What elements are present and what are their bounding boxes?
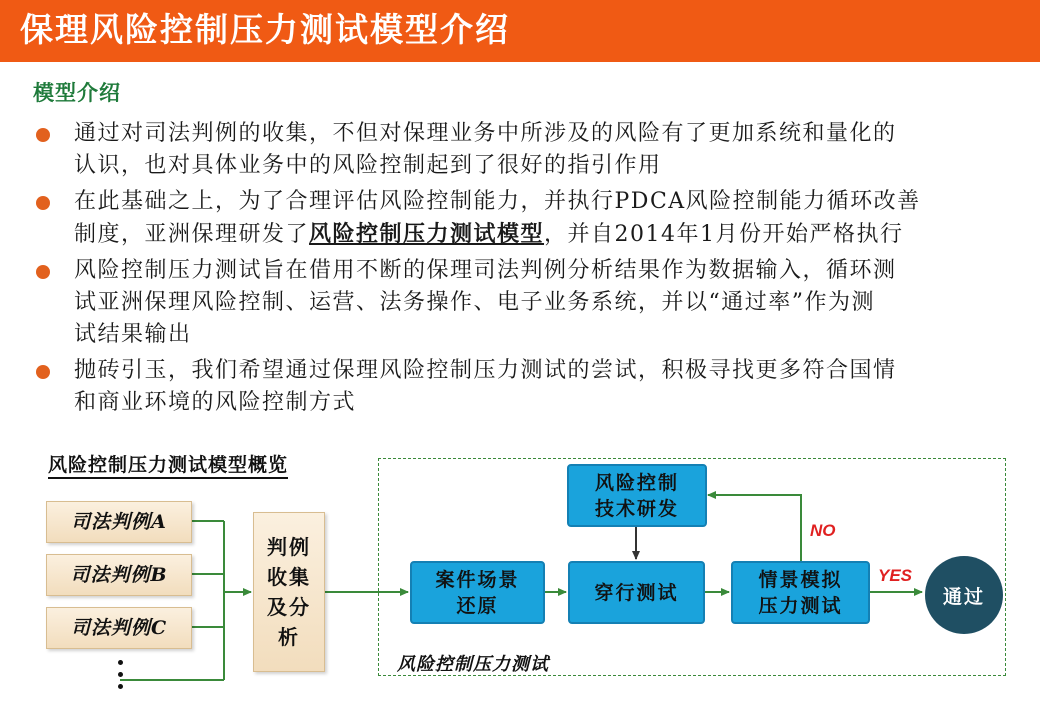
rd-box: 风险控制 技术研发 xyxy=(567,464,707,527)
collect-label: 判例 收集 及分 析 xyxy=(267,535,311,649)
case-collection-box xyxy=(253,512,325,672)
bullet-text-segment: 制度，亚洲保理研发了 xyxy=(74,222,310,247)
diagram-overview-label: 风险控制压力测试模型概览 xyxy=(48,450,288,479)
page-title: 保理风险控制压力测试模型介绍 xyxy=(20,10,510,49)
bullet-text: 通过对司法判例的收集，不但对保理业务中所涉及的风险有了更加系统和量化的 xyxy=(74,121,897,146)
no-label: NO xyxy=(810,521,836,540)
pass-circle: 通过 xyxy=(925,556,1003,634)
bullet-text-segment: ，并自2014年1月份开始严格执行 xyxy=(544,222,904,247)
section-label: 模型介绍 xyxy=(33,80,121,105)
bullet-text: 和商业环境的风险控制方式 xyxy=(74,390,357,415)
walkthrough-test-box: 穿行测试 xyxy=(568,561,705,624)
stress-test-frame-label: 风险控制压力测试 xyxy=(397,654,549,675)
bullet-text: 在此基础之上，为了合理评估风险控制能力，并执行PDCA风险控制能力循环改善 xyxy=(74,189,921,214)
bullet-text: 试亚洲保理风险控制、运营、法务操作、电子业务系统，并以“通过率”作为测 xyxy=(74,290,875,315)
case-box-a: 司法判例A xyxy=(46,501,192,543)
bullet-text: 试结果输出 xyxy=(74,322,192,347)
case-box-b: 司法判例B xyxy=(46,554,192,596)
more-cases-ellipsis-icon xyxy=(118,660,126,696)
model-name-emphasis: 风险控制压力测试模型 xyxy=(309,221,545,247)
bullet-text: 认识，也对具体业务中的风险控制起到了很好的指引作用 xyxy=(74,153,662,178)
yes-label: YES xyxy=(878,566,913,585)
case-restore-box: 案件场景 还原 xyxy=(410,561,545,624)
bullet-text: 风险控制压力测试旨在借用不断的保理司法判例分析结果作为数据输入，循环测 xyxy=(74,258,897,283)
scenario-stress-test-box: 情景模拟 压力测试 xyxy=(731,561,870,624)
bullet-text: 抛砖引玉，我们希望通过保理风险控制压力测试的尝试，积极寻找更多符合国情 xyxy=(74,358,897,383)
case-box-c: 司法判例C xyxy=(46,607,192,649)
